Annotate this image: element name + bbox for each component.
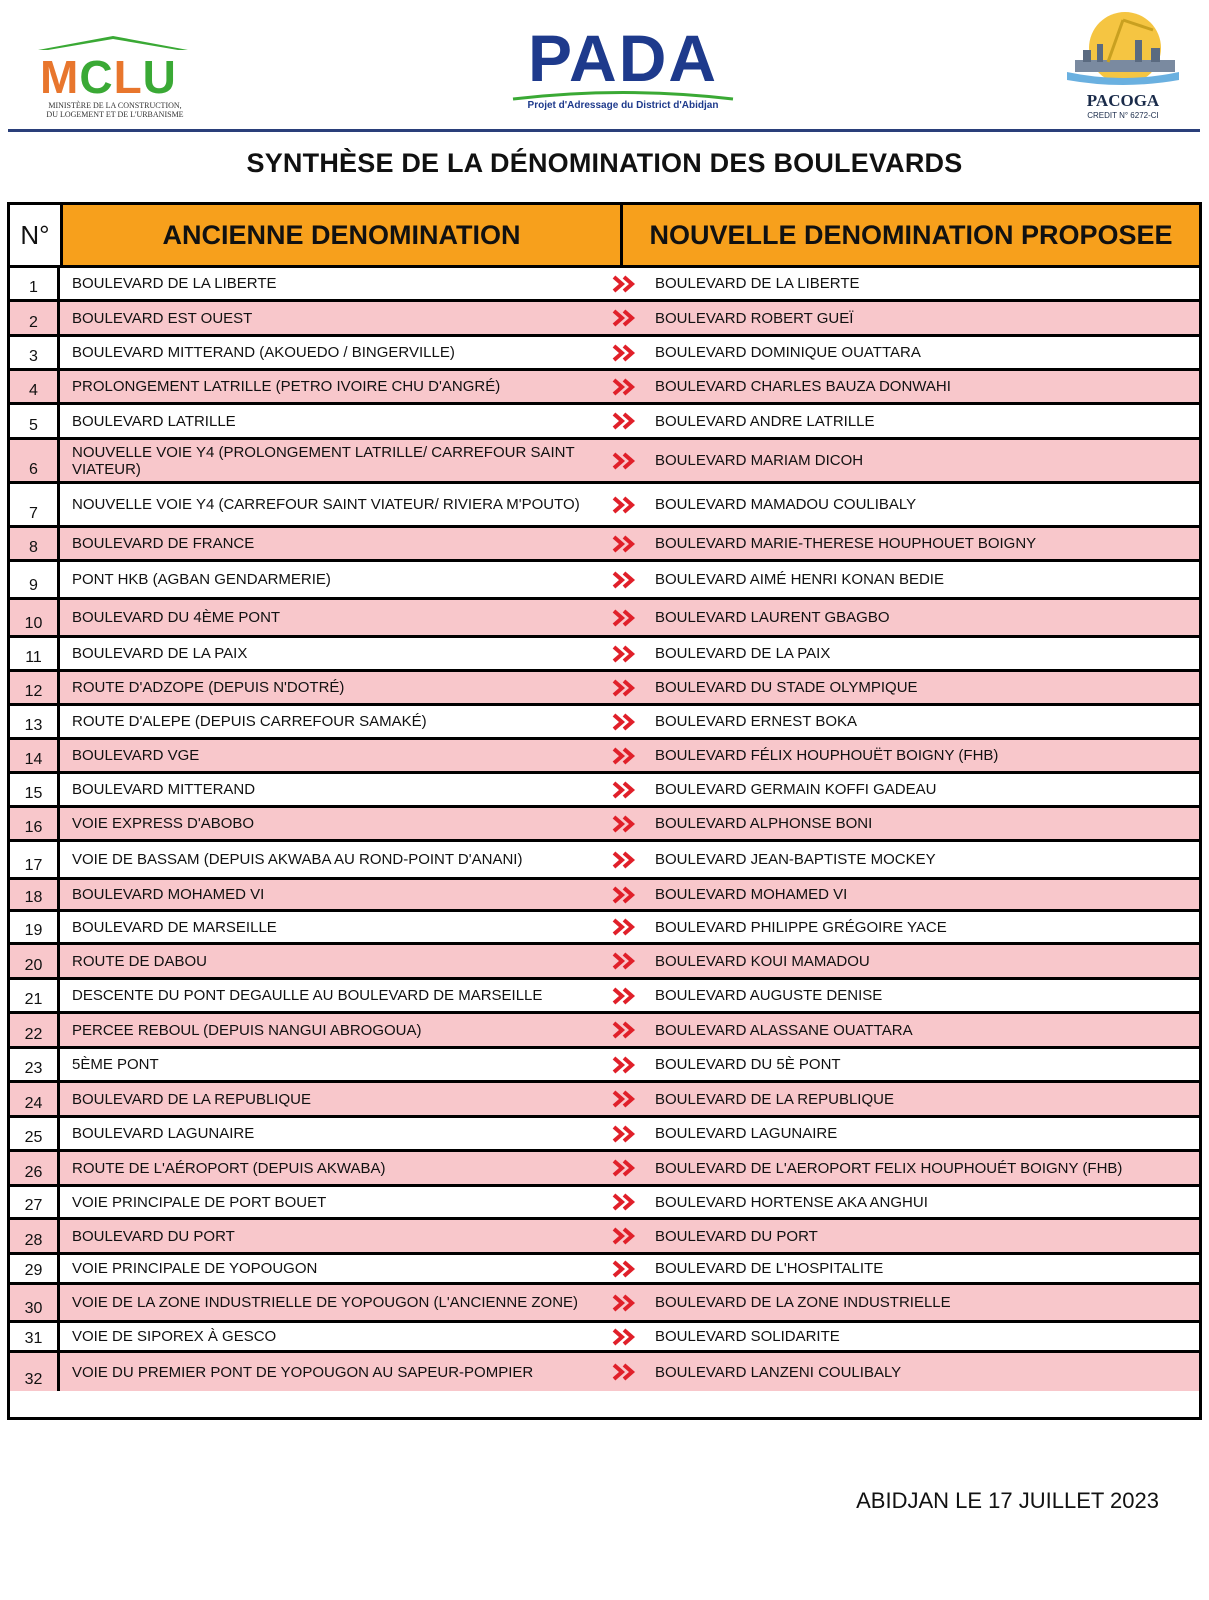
row-number: 19 [10,912,60,942]
col-header-new: NOUVELLE DENOMINATION PROPOSEE [623,205,1199,265]
double-chevron-right-icon [605,484,645,525]
table-row [10,1187,1199,1220]
double-chevron-right-icon [605,562,645,597]
double-chevron-right-icon [605,405,645,437]
new-name: BOULEVARD DE LA ZONE INDUSTRIELLE [655,1294,951,1311]
double-chevron-right-icon [605,945,645,977]
old-name: ROUTE DE L'AÉROPORT (DEPUIS AKWABA) [72,1159,386,1177]
table-row [10,600,1199,638]
table-row [10,562,1199,600]
new-name: BOULEVARD DE L'AEROPORT FELIX HOUPHOUÉT BOIGNY (FHB) [655,1159,1123,1177]
old-name: BOULEVARD DE LA PAIX [72,645,248,662]
table-row [10,842,1199,880]
double-chevron-right-icon [605,302,645,334]
double-chevron-right-icon [605,912,645,942]
double-chevron-right-icon [605,1285,645,1320]
old-name: BOULEVARD LAGUNAIRE [72,1125,255,1142]
row-number: 5 [10,405,60,437]
row-number: 27 [10,1187,60,1217]
mclu-logo-text: MCLU [40,51,177,103]
new-name: BOULEVARD DE LA REPUBLIQUE [655,1090,894,1108]
new-name: BOULEVARD MAMADOU COULIBALY [655,496,917,513]
double-chevron-right-icon [605,672,645,703]
double-chevron-right-icon [605,1083,645,1115]
row-number: 9 [10,562,60,597]
pacoga-port-icon [1063,10,1183,90]
row-number: 23 [10,1049,60,1080]
table-row [10,268,1199,302]
table-row [10,1049,1199,1083]
table-row [10,405,1199,440]
table-row [10,1118,1199,1152]
row-number: 24 [10,1083,60,1115]
old-name: BOULEVARD EST OUEST [72,309,253,327]
table-row [10,638,1199,672]
table-row [10,912,1199,945]
table-row [10,484,1199,528]
old-name: PONT HKB (AGBAN GENDARMERIE) [72,571,331,588]
new-name: BOULEVARD ANDRE LATRILLE [655,412,875,430]
old-name: PROLONGEMENT LATRILLE (PETRO IVOIRE CHU D'ANGRÉ) [72,378,501,395]
row-number: 22 [10,1014,60,1046]
new-name: BOULEVARD JEAN-BAPTISTE MOCKEY [655,851,936,868]
new-name: BOULEVARD HORTENSE AKA ANGHUI [655,1193,928,1211]
double-chevron-right-icon [605,1187,645,1217]
old-name: BOULEVARD DE LA REPUBLIQUE [72,1090,311,1108]
row-number: 13 [10,706,60,737]
table-row [10,528,1199,562]
double-chevron-right-icon [605,880,645,909]
double-chevron-right-icon [605,1049,645,1080]
new-name: BOULEVARD AUGUSTE DENISE [655,987,883,1004]
new-name: BOULEVARD FÉLIX HOUPHOUËT BOIGNY (FHB) [655,747,999,764]
row-number: 26 [10,1152,60,1184]
double-chevron-right-icon [605,740,645,771]
header-rule [8,129,1200,132]
table-row [10,371,1199,405]
row-number: 17 [10,842,60,877]
new-name: BOULEVARD DOMINIQUE OUATTARA [655,344,921,361]
old-name: VOIE DE SIPOREX À GESCO [72,1328,277,1345]
pada-logo [498,21,748,111]
old-name: 5ÈME PONT [72,1056,159,1073]
table-row [10,1220,1199,1255]
new-name: BOULEVARD DE L'HOSPITALITE [655,1260,884,1277]
double-chevron-right-icon [605,980,645,1011]
old-name: VOIE DE LA ZONE INDUSTRIELLE DE YOPOUGON (L'ANCIENNE ZONE) [72,1294,579,1311]
new-name: BOULEVARD DU PORT [655,1227,818,1245]
row-number: 4 [10,371,60,402]
row-number: 28 [10,1220,60,1252]
new-name: BOULEVARD MARIAM DICOH [655,452,864,469]
row-number: 20 [10,945,60,977]
old-name: VOIE EXPRESS D'ABOBO [72,815,255,832]
old-name: BOULEVARD DE MARSEILLE [72,918,277,936]
new-name: BOULEVARD DU 5È PONT [655,1056,841,1073]
double-chevron-right-icon [605,337,645,368]
header [0,0,1209,140]
row-number: 14 [10,740,60,771]
table-row [10,945,1199,980]
mclu-subtitle-1: MINISTÈRE DE LA CONSTRUCTION, [48,101,182,110]
table-row [10,880,1199,912]
double-chevron-right-icon [605,528,645,559]
old-name: BOULEVARD DU PORT [72,1227,235,1245]
old-name: BOULEVARD DE FRANCE [72,535,255,552]
new-name: BOULEVARD MOHAMED VI [655,886,848,903]
old-name: NOUVELLE VOIE Y4 (CARREFOUR SAINT VIATEUR/ RIVIERA M'POUTO) [72,496,580,513]
table-row [10,1083,1199,1118]
old-name: DESCENTE DU PONT DEGAULLE AU BOULEVARD DE MARSEILLE [72,987,543,1004]
double-chevron-right-icon [605,1152,645,1184]
row-number: 32 [10,1353,60,1391]
new-name: BOULEVARD CHARLES BAUZA DONWAHI [655,378,951,395]
old-name: BOULEVARD DU 4ÈME PONT [72,609,281,626]
old-name: PERCEE REBOUL (DEPUIS NANGUI ABROGOUA) [72,1021,422,1039]
new-name: BOULEVARD ROBERT GUEÏ [655,309,854,327]
table-row [10,1014,1199,1049]
row-number: 8 [10,528,60,559]
table-row [10,1353,1199,1391]
old-name: ROUTE D'ADZOPE (DEPUIS N'DOTRÉ) [72,679,345,696]
old-name: BOULEVARD LATRILLE [72,412,236,430]
footer-date: ABIDJAN LE 17 JUILLET 2023 [856,1488,1159,1513]
double-chevron-right-icon [605,1323,645,1350]
double-chevron-right-icon [605,440,645,481]
old-name: BOULEVARD VGE [72,747,200,764]
double-chevron-right-icon [605,1255,645,1282]
new-name: BOULEVARD LAGUNAIRE [655,1125,838,1142]
row-number: 15 [10,774,60,805]
boulevards-table [7,202,1202,1420]
table-body [10,268,1199,1391]
table-row [10,808,1199,842]
old-name: ROUTE DE DABOU [72,952,208,970]
new-name: BOULEVARD LANZENI COULIBALY [655,1363,902,1381]
pada-logo-text: PADA [527,21,719,95]
new-name: BOULEVARD KOUI MAMADOU [655,952,870,970]
double-chevron-right-icon [605,268,645,299]
col-header-no: N° [10,205,63,265]
table-row [10,1152,1199,1187]
page-title: SYNTHÈSE DE LA DÉNOMINATION DES BOULEVARDS [246,148,963,178]
double-chevron-right-icon [605,706,645,737]
new-name: BOULEVARD ERNEST BOKA [655,713,858,730]
old-name: NOUVELLE VOIE Y4 (PROLONGEMENT LATRILLE/ CARREFOUR SAINT VIATEUR) [72,443,575,478]
mclu-subtitle-2: DU LOGEMENT ET DE L'URBANISME [46,110,184,119]
row-number: 29 [10,1255,60,1282]
table-row [10,1323,1199,1353]
row-number: 21 [10,980,60,1011]
table-row [10,774,1199,808]
table-row [10,440,1199,484]
old-name: ROUTE D'ALEPE (DEPUIS CARREFOUR SAMAKÉ) [72,713,427,730]
mclu-roof-icon [38,36,188,50]
table-row [10,1285,1199,1323]
row-number: 1 [10,268,60,299]
old-name: VOIE PRINCIPALE DE PORT BOUET [72,1193,327,1211]
old-name: BOULEVARD MOHAMED VI [72,886,265,903]
double-chevron-right-icon [605,842,645,877]
old-name: VOIE PRINCIPALE DE YOPOUGON [72,1260,318,1277]
double-chevron-right-icon [605,1220,645,1252]
old-name: BOULEVARD MITTERAND [72,781,256,798]
new-name: BOULEVARD MARIE-THERESE HOUPHOUET BOIGNY [655,535,1037,552]
new-name: BOULEVARD DE LA PAIX [655,645,831,662]
double-chevron-right-icon [605,371,645,402]
table-row [10,740,1199,774]
row-number: 10 [10,600,60,635]
row-number: 11 [10,638,60,669]
row-number: 31 [10,1323,60,1350]
old-name: BOULEVARD MITTERAND (AKOUEDO / BINGERVILLE) [72,344,455,361]
pada-subtitle: Projet d'Adressage du District d'Abidjan [527,100,719,111]
table-header [10,205,1199,268]
mclu-logo [30,36,200,119]
double-chevron-right-icon [605,1118,645,1149]
double-chevron-right-icon [605,1014,645,1046]
new-name: BOULEVARD PHILIPPE GRÉGOIRE YACE [655,918,947,936]
table-row [10,1255,1199,1285]
row-number: 25 [10,1118,60,1149]
row-number: 18 [10,880,60,909]
row-number: 6 [10,440,60,481]
pacoga-logo [1058,10,1188,120]
row-number: 3 [10,337,60,368]
new-name: BOULEVARD ALASSANE OUATTARA [655,1021,913,1039]
new-name: BOULEVARD DU STADE OLYMPIQUE [655,679,918,696]
row-number: 2 [10,302,60,334]
table-row [10,706,1199,740]
double-chevron-right-icon [605,600,645,635]
table-row [10,337,1199,371]
row-number: 7 [10,484,60,525]
double-chevron-right-icon [605,638,645,669]
col-header-old: ANCIENNE DENOMINATION [63,205,623,265]
double-chevron-right-icon [605,774,645,805]
new-name: BOULEVARD AIMÉ HENRI KONAN BEDIE [655,571,944,588]
old-name: BOULEVARD DE LA LIBERTE [72,275,277,292]
table-row [10,302,1199,337]
table-row [10,980,1199,1014]
pacoga-credit: CREDIT N° 6272-CI [1087,111,1159,120]
new-name: BOULEVARD LAURENT GBAGBO [655,609,890,626]
row-number: 12 [10,672,60,703]
new-name: BOULEVARD ALPHONSE BONI [655,815,873,832]
table-row [10,672,1199,706]
row-number: 30 [10,1285,60,1320]
pacoga-logo-text: PACOGA [1086,91,1160,110]
row-number: 16 [10,808,60,839]
new-name: BOULEVARD DE LA LIBERTE [655,275,860,292]
old-name: VOIE DE BASSAM (DEPUIS AKWABA AU ROND-POINT D'ANANI) [72,851,523,868]
old-name: VOIE DU PREMIER PONT DE YOPOUGON AU SAPEUR-POMPIER [72,1363,534,1381]
new-name: BOULEVARD SOLIDARITE [655,1328,840,1345]
double-chevron-right-icon [605,1353,645,1391]
new-name: BOULEVARD GERMAIN KOFFI GADEAU [655,781,937,798]
double-chevron-right-icon [605,808,645,839]
